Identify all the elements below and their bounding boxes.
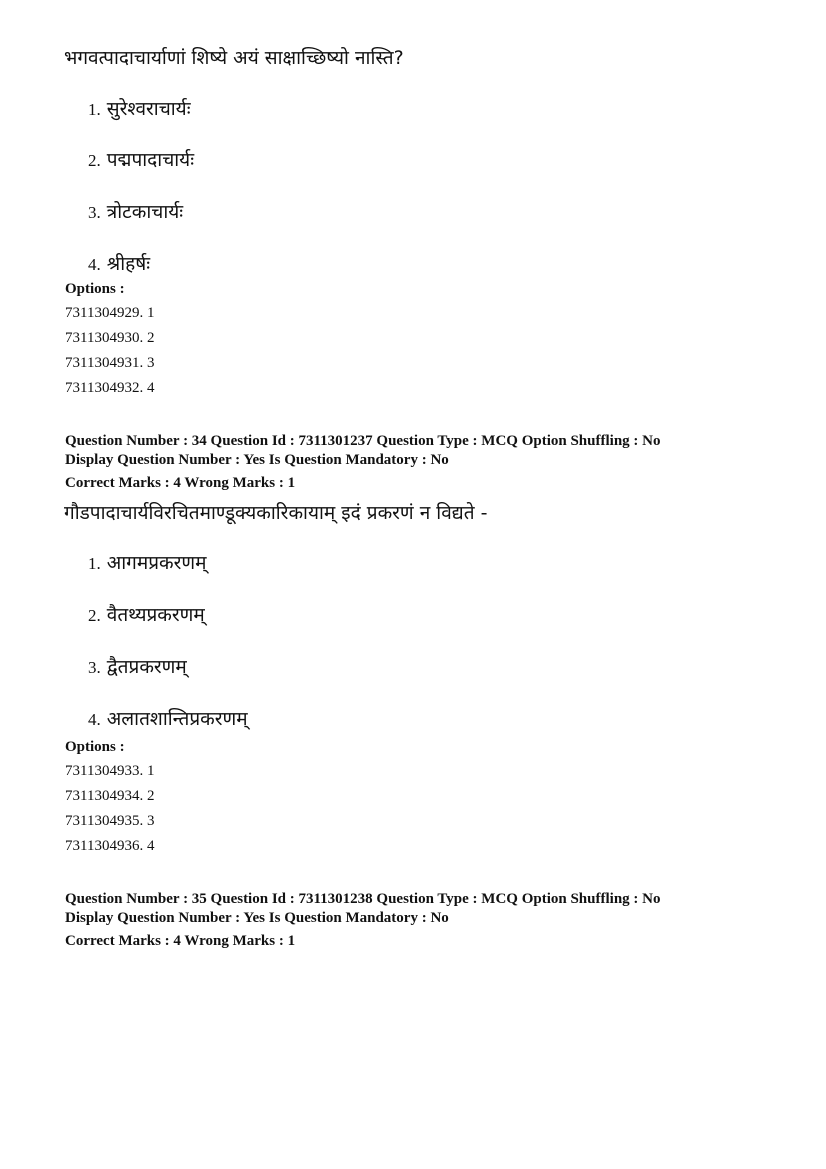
choice-item [88,251,150,278]
choice-number: 1. [88,554,101,573]
choice-text: वैतथ्यप्रकरणम् [106,604,205,626]
choice-item [88,654,187,681]
choice-number: 2. [88,151,101,170]
question-meta-line: Correct Marks : 4 Wrong Marks : 1 [65,475,296,491]
choice-text: पद्मपादाचार्यः [106,149,195,171]
question-meta-line: Correct Marks : 4 Wrong Marks : 1 [65,933,296,949]
option-id-row: 7311304932. 4 [65,380,155,396]
choice-number: 4. [88,255,101,274]
choice-text: श्रीहर्षः [106,253,151,275]
question-meta-line: Display Question Number : Yes Is Question Mandatory : No [65,452,449,468]
question-meta-line: Question Number : 34 Question Id : 7311301237 Question Type : MCQ Option Shuffling : No [65,433,661,449]
options-label: Options : [65,739,125,755]
question-meta-line: Display Question Number : Yes Is Question Mandatory : No [65,910,449,926]
question-text: गौडपादाचार्यविरचितमाण्डूक्यकारिकायाम् इदं प्रकरणं न विद्यते - [64,502,488,524]
option-id-row: 7311304929. 1 [65,305,155,321]
choice-number: 2. [88,606,101,625]
choice-item [88,602,205,629]
choice-number: 3. [88,203,101,222]
question-text: भगवत्पादाचार्याणां शिष्ये अयं साक्षाच्छिष्यो नास्ति? [64,47,404,69]
option-id-row: 7311304931. 3 [65,355,155,371]
choice-text: द्वैतप्रकरणम् [106,656,187,678]
option-id-row: 7311304934. 2 [65,788,155,804]
option-id-row: 7311304933. 1 [65,763,155,779]
option-id-row: 7311304930. 2 [65,330,155,346]
choice-item [88,147,194,174]
choice-item [88,96,191,123]
choice-item [88,550,207,577]
choice-text: त्रोटकाचार्यः [106,201,184,223]
choice-text: अलातशान्तिप्रकरणम् [106,708,248,730]
option-id-row: 7311304935. 3 [65,813,155,829]
choice-item [88,199,183,226]
choice-item [88,706,248,733]
question-meta-line: Question Number : 35 Question Id : 7311301238 Question Type : MCQ Option Shuffling : No [65,891,661,907]
options-label: Options : [65,281,125,297]
option-id-row: 7311304936. 4 [65,838,155,854]
choice-number: 1. [88,100,101,119]
choice-number: 4. [88,710,101,729]
choice-number: 3. [88,658,101,677]
choice-text: सुरेश्वराचार्यः [106,98,191,120]
choice-text: आगमप्रकरणम् [106,552,207,574]
